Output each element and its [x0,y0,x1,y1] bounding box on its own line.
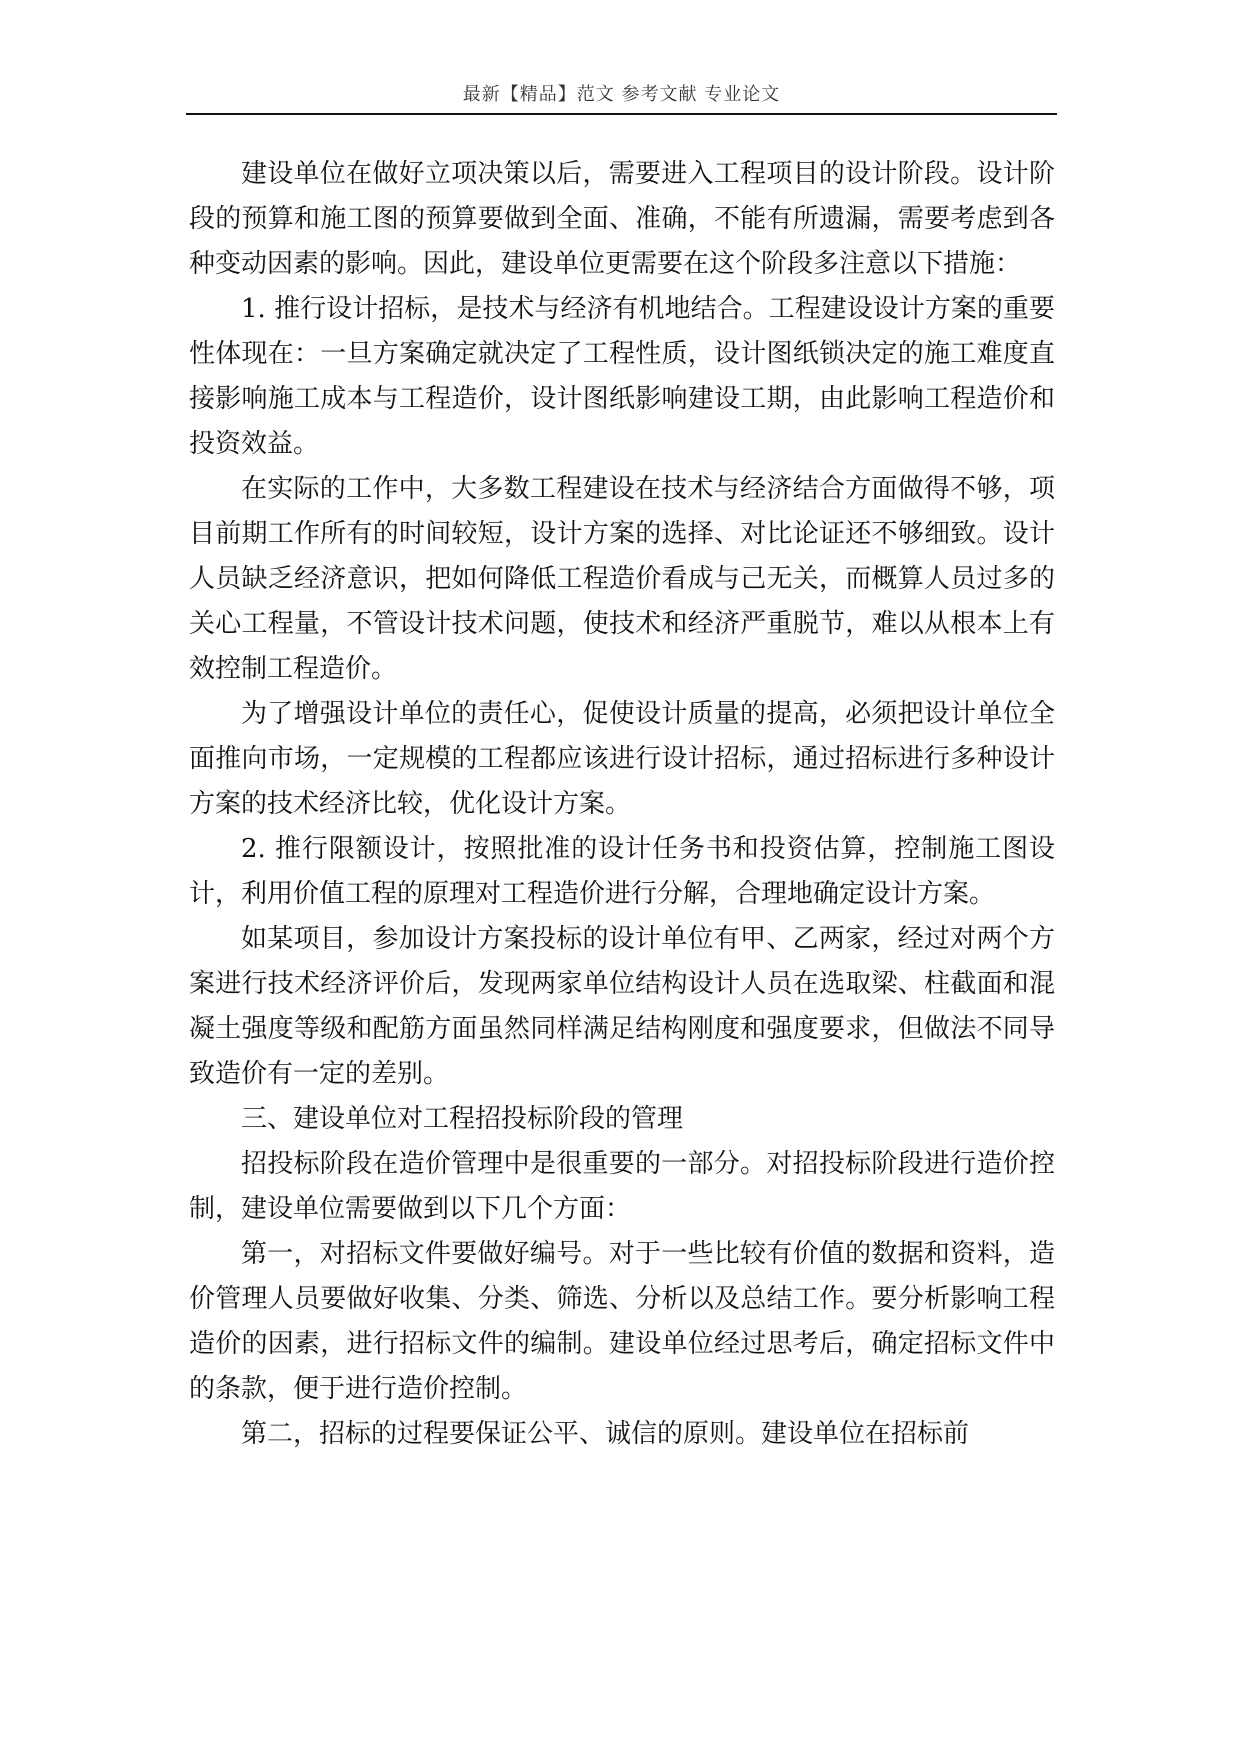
paragraph: 在实际的工作中，大多数工程建设在技术与经济结合方面做得不够，项目前期工作所有的时间较短，设计方案的选择、对比论证还不够细致。设计人员缺乏经济意识，把如何降低工程造价看成与己无关，而概算人员过多的关心工程量，不管设计技术问题，使技术和经济严重脱节，难以从根本上有效控制工程造价。 [189,474,1055,684]
header-divider [186,113,1057,115]
page-header: 最新【精品】范文 参考文献 专业论文 [462,84,781,105]
paragraph: 1. 推行设计招标，是技术与经济有机地结合。工程建设设计方案的重要性体现在：一旦方案确定就决定了工程性质，设计图纸锁决定的施工难度直接影响施工成本与工程造价，设计图纸影响建设工期，由此影响工程造价和投资效益。 [189,294,1055,459]
paragraph: 2. 推行限额设计，按照批准的设计任务书和投资估算，控制施工图设计，利用价值工程的原理对工程造价进行分解，合理地确定设计方案。 [189,834,1055,909]
document-body [189,152,1055,1457]
paragraph: 第一，对招标文件要做好编号。对于一些比较有价值的数据和资料，造价管理人员要做好收集、分类、筛选、分析以及总结工作。要分析影响工程造价的因素，进行招标文件的编制。建设单位经过思考后，确定招标文件中的条款，便于进行造价控制。 [189,1239,1055,1404]
paragraph: 第二，招标的过程要保证公平、诚信的原则。建设单位在招标前 [241,1419,970,1449]
section-heading: 三、建设单位对工程招投标阶段的管理 [241,1104,684,1134]
paragraph: 如某项目，参加设计方案投标的设计单位有甲、乙两家，经过对两个方案进行技术经济评价后，发现两家单位结构设计人员在选取梁、柱截面和混凝土强度等级和配筋方面虽然同样满足结构刚度和强度要求，但做法不同导致造价有一定的差别。 [189,924,1055,1089]
paragraph: 招投标阶段在造价管理中是很重要的一部分。对招投标阶段进行造价控制，建设单位需要做到以下几个方面： [189,1149,1055,1224]
paragraph: 建设单位在做好立项决策以后，需要进入工程项目的设计阶段。设计阶段的预算和施工图的预算要做到全面、准确，不能有所遗漏，需要考虑到各种变动因素的影响。因此，建设单位更需要在这个阶段多注意以下措施： [189,159,1055,279]
paragraph: 为了增强设计单位的责任心，促使设计质量的提高，必须把设计单位全面推向市场，一定规模的工程都应该进行设计招标，通过招标进行多种设计方案的技术经济比较，优化设计方案。 [189,699,1055,819]
